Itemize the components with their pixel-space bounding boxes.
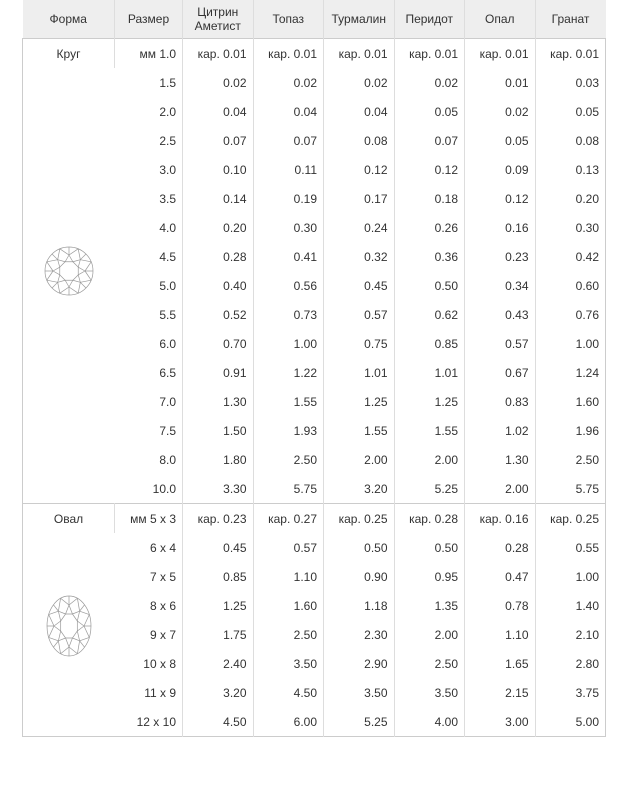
carat-cell: кар. 0.25 [324, 504, 395, 534]
carat-cell: 1.30 [183, 387, 254, 416]
carat-cell: 0.02 [465, 97, 536, 126]
carat-cell: 2.50 [535, 445, 606, 474]
shape-name: Круг [56, 47, 81, 61]
carat-cell: 0.12 [394, 155, 465, 184]
carat-cell: 1.01 [394, 358, 465, 387]
carat-cell: 1.02 [465, 416, 536, 445]
carat-cell: 0.23 [465, 242, 536, 271]
size-cell: мм 1.0 [115, 39, 183, 69]
carat-cell: 0.13 [535, 155, 606, 184]
carat-cell: 0.11 [253, 155, 324, 184]
carat-cell: 2.40 [183, 649, 254, 678]
table-row [23, 39, 606, 69]
carat-cell: 1.00 [253, 329, 324, 358]
carat-cell: 1.10 [465, 620, 536, 649]
carat-cell: 1.55 [394, 416, 465, 445]
size-cell: 8.0 [159, 452, 176, 467]
carat-cell: 0.40 [183, 271, 254, 300]
carat-cell: 1.10 [253, 562, 324, 591]
column-header: Опал [465, 0, 536, 39]
carat-cell: 0.85 [394, 329, 465, 358]
gem-size-table [22, 0, 606, 737]
carat-cell: 0.14 [183, 184, 254, 213]
shape-group-round [23, 39, 606, 504]
round-gem-icon [43, 245, 95, 300]
carat-cell: 0.78 [465, 591, 536, 620]
carat-cell: 1.22 [253, 358, 324, 387]
carat-cell: 1.24 [535, 358, 606, 387]
carat-cell: 0.02 [324, 68, 395, 97]
carat-cell: 1.75 [183, 620, 254, 649]
shape-group-oval [23, 504, 606, 737]
carat-cell: 0.04 [183, 97, 254, 126]
table-header [23, 0, 606, 39]
carat-cell: кар. 0.23 [183, 504, 254, 534]
size-cell: 6.5 [159, 365, 176, 380]
carat-cell: 2.50 [394, 649, 465, 678]
carat-cell: кар. 0.01 [535, 39, 606, 69]
carat-cell: 0.12 [465, 184, 536, 213]
carat-cell: 0.42 [535, 242, 606, 271]
carat-cell: 0.28 [183, 242, 254, 271]
carat-cell: 0.17 [324, 184, 395, 213]
carat-cell: 0.83 [465, 387, 536, 416]
carat-cell: 1.60 [253, 591, 324, 620]
carat-cell: 0.55 [535, 533, 606, 562]
carat-cell: 0.50 [394, 533, 465, 562]
size-cell: 6.0 [159, 336, 176, 351]
column-header: Размер [115, 0, 183, 39]
carat-cell: 1.50 [183, 416, 254, 445]
carat-cell: 2.00 [394, 445, 465, 474]
carat-cell: 3.00 [465, 707, 536, 737]
carat-cell: 1.00 [535, 329, 606, 358]
size-cell: 11 x 9 [144, 685, 176, 700]
carat-cell: 0.05 [394, 97, 465, 126]
size-cell: 1.5 [159, 75, 176, 90]
carat-cell: 1.93 [253, 416, 324, 445]
carat-cell: кар. 0.27 [253, 504, 324, 534]
carat-cell: 1.25 [394, 387, 465, 416]
carat-cell: 0.12 [324, 155, 395, 184]
carat-cell: 0.02 [394, 68, 465, 97]
carat-cell: 0.34 [465, 271, 536, 300]
carat-cell: 3.20 [183, 678, 254, 707]
carat-cell: 0.20 [183, 213, 254, 242]
carat-cell: 0.05 [535, 97, 606, 126]
carat-cell: 0.16 [465, 213, 536, 242]
carat-cell: 0.90 [324, 562, 395, 591]
size-cell: 10.0 [152, 481, 176, 496]
carat-cell: 0.19 [253, 184, 324, 213]
size-cell: 4.0 [159, 220, 176, 235]
carat-cell: 3.50 [324, 678, 395, 707]
column-header: Форма [23, 0, 115, 39]
carat-cell: 3.30 [183, 474, 254, 504]
size-cell: 7.5 [159, 423, 176, 438]
carat-cell: 0.09 [465, 155, 536, 184]
carat-cell: 1.01 [324, 358, 395, 387]
carat-cell: 0.67 [465, 358, 536, 387]
size-cell: 2.5 [159, 133, 176, 148]
carat-cell: 0.57 [465, 329, 536, 358]
carat-cell: 0.20 [535, 184, 606, 213]
table-row [23, 504, 606, 534]
carat-cell: 0.45 [183, 533, 254, 562]
carat-cell: 0.70 [183, 329, 254, 358]
carat-cell: 1.80 [183, 445, 254, 474]
carat-cell: 0.28 [465, 533, 536, 562]
carat-cell: 0.02 [253, 68, 324, 97]
carat-cell: 5.75 [535, 474, 606, 504]
carat-cell: 0.41 [253, 242, 324, 271]
carat-cell: 0.62 [394, 300, 465, 329]
carat-cell: 0.18 [394, 184, 465, 213]
carat-cell: 3.50 [394, 678, 465, 707]
carat-cell: 0.57 [253, 533, 324, 562]
carat-cell: 0.43 [465, 300, 536, 329]
carat-cell: 4.00 [394, 707, 465, 737]
size-cell: 8 x 6 [149, 598, 176, 613]
size-cell: 2.0 [159, 104, 176, 119]
carat-cell: 0.85 [183, 562, 254, 591]
shape-cell [23, 504, 115, 737]
carat-cell: 0.50 [394, 271, 465, 300]
shape-cell [23, 39, 115, 504]
carat-cell: 1.65 [465, 649, 536, 678]
size-cell: 12 x 10 [136, 714, 176, 729]
carat-cell: 1.35 [394, 591, 465, 620]
carat-cell: кар. 0.25 [535, 504, 606, 534]
carat-cell: 1.18 [324, 591, 395, 620]
size-cell: 4.5 [159, 249, 176, 264]
carat-cell: 2.10 [535, 620, 606, 649]
carat-cell: 3.75 [535, 678, 606, 707]
shape-name: Овал [53, 512, 84, 526]
carat-cell: 0.47 [465, 562, 536, 591]
carat-cell: 4.50 [183, 707, 254, 737]
size-cell: 7.0 [159, 394, 176, 409]
carat-cell: 0.91 [183, 358, 254, 387]
carat-cell: 0.75 [324, 329, 395, 358]
carat-cell: 3.50 [253, 649, 324, 678]
carat-cell: 2.00 [394, 620, 465, 649]
carat-cell: 2.15 [465, 678, 536, 707]
column-header: Топаз [253, 0, 324, 39]
size-cell: мм 5 x 3 [115, 504, 183, 534]
carat-cell: 0.07 [253, 126, 324, 155]
carat-cell: кар. 0.16 [465, 504, 536, 534]
carat-cell: 5.25 [394, 474, 465, 504]
carat-cell: кар. 0.01 [394, 39, 465, 69]
carat-cell: 5.00 [535, 707, 606, 737]
carat-cell: 0.32 [324, 242, 395, 271]
carat-cell: 0.10 [183, 155, 254, 184]
carat-cell: 0.04 [253, 97, 324, 126]
carat-cell: 0.03 [535, 68, 606, 97]
carat-cell: 4.50 [253, 678, 324, 707]
carat-cell: 2.00 [324, 445, 395, 474]
carat-cell: 0.45 [324, 271, 395, 300]
carat-cell: 1.60 [535, 387, 606, 416]
carat-cell: 0.36 [394, 242, 465, 271]
carat-cell: 6.00 [253, 707, 324, 737]
carat-cell: 2.50 [253, 445, 324, 474]
carat-cell: 2.30 [324, 620, 395, 649]
carat-cell: 0.56 [253, 271, 324, 300]
size-cell: 3.0 [159, 162, 176, 177]
column-header: Перидот [394, 0, 465, 39]
carat-cell: 0.08 [324, 126, 395, 155]
carat-cell: 0.24 [324, 213, 395, 242]
column-header: Турмалин [324, 0, 395, 39]
carat-cell: 0.73 [253, 300, 324, 329]
size-cell: 7 x 5 [149, 569, 176, 584]
carat-cell: 1.55 [253, 387, 324, 416]
carat-cell: 0.30 [253, 213, 324, 242]
carat-cell: 0.04 [324, 97, 395, 126]
carat-cell: 0.02 [183, 68, 254, 97]
carat-cell: 1.30 [465, 445, 536, 474]
size-cell: 5.0 [159, 278, 176, 293]
carat-cell: 1.96 [535, 416, 606, 445]
carat-cell: 2.90 [324, 649, 395, 678]
carat-cell: 0.60 [535, 271, 606, 300]
carat-cell: 0.26 [394, 213, 465, 242]
carat-cell: 0.07 [394, 126, 465, 155]
carat-cell: кар. 0.01 [465, 39, 536, 69]
carat-cell: кар. 0.01 [324, 39, 395, 69]
size-cell: 10 x 8 [143, 656, 176, 671]
carat-cell: 0.07 [183, 126, 254, 155]
carat-cell: кар. 0.28 [394, 504, 465, 534]
size-cell: 9 x 7 [149, 627, 176, 642]
carat-cell: кар. 0.01 [183, 39, 254, 69]
column-header: Цитрин Аметист [183, 0, 254, 39]
carat-cell: 2.80 [535, 649, 606, 678]
size-cell: 3.5 [159, 191, 176, 206]
carat-cell: 0.57 [324, 300, 395, 329]
carat-cell: 1.40 [535, 591, 606, 620]
carat-cell: 5.25 [324, 707, 395, 737]
carat-cell: 5.75 [253, 474, 324, 504]
carat-cell: 0.30 [535, 213, 606, 242]
carat-cell: 1.00 [535, 562, 606, 591]
carat-cell: 0.52 [183, 300, 254, 329]
oval-gem-icon [45, 594, 93, 661]
column-header: Гранат [535, 0, 606, 39]
carat-cell: 0.05 [465, 126, 536, 155]
carat-cell: 0.50 [324, 533, 395, 562]
size-cell: 5.5 [159, 307, 176, 322]
carat-cell: 2.00 [465, 474, 536, 504]
carat-cell: 2.50 [253, 620, 324, 649]
carat-cell: кар. 0.01 [253, 39, 324, 69]
carat-cell: 0.08 [535, 126, 606, 155]
size-cell: 6 x 4 [149, 540, 176, 555]
carat-cell: 0.95 [394, 562, 465, 591]
carat-cell: 1.55 [324, 416, 395, 445]
carat-cell: 3.20 [324, 474, 395, 504]
carat-cell: 1.25 [183, 591, 254, 620]
carat-cell: 0.01 [465, 68, 536, 97]
carat-cell: 1.25 [324, 387, 395, 416]
carat-cell: 0.76 [535, 300, 606, 329]
